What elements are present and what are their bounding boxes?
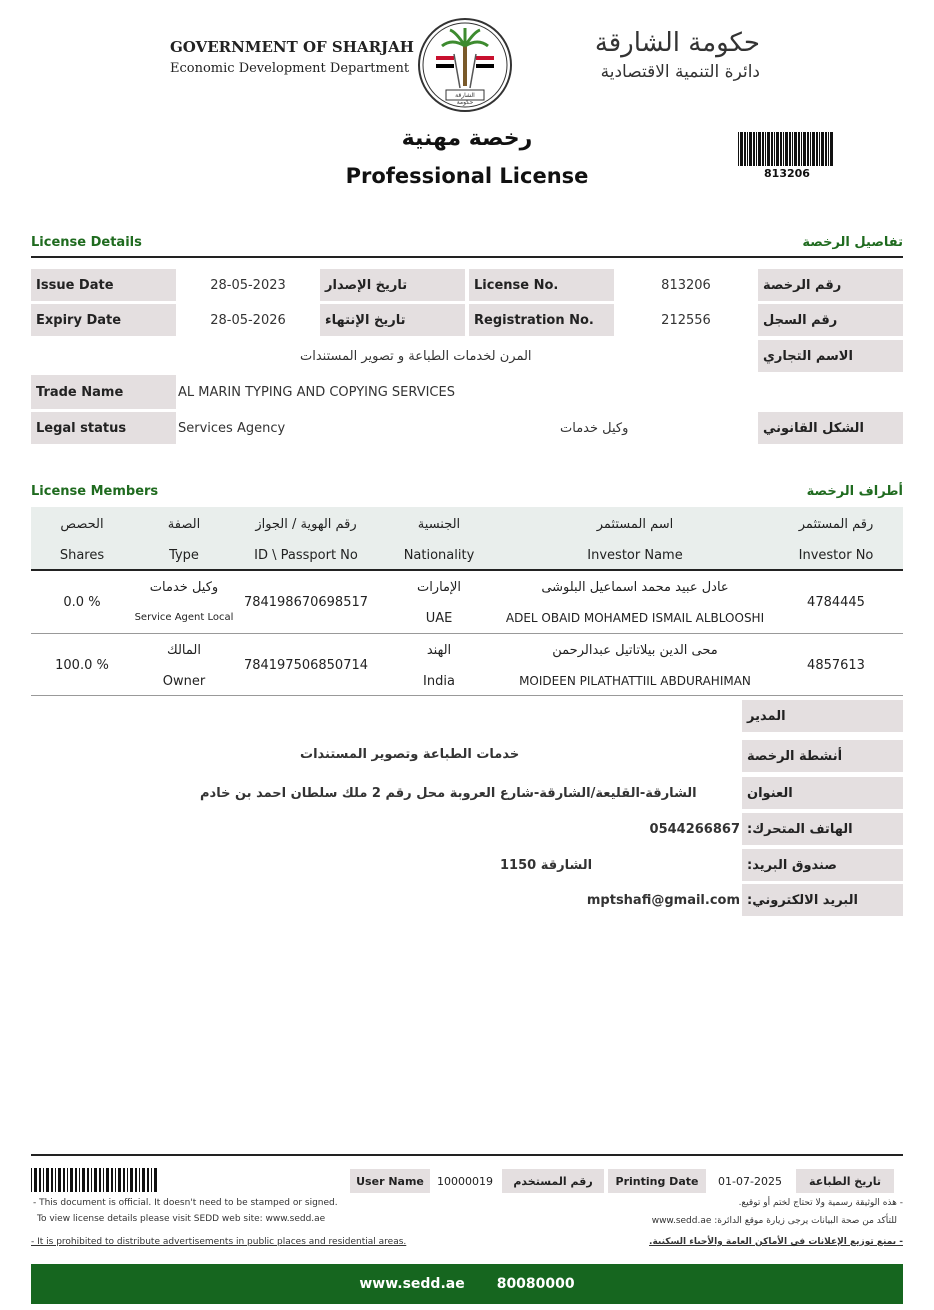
- legal-status-label: Legal status: [31, 412, 176, 444]
- mobile-value: 0544266867: [649, 821, 740, 837]
- trade-name-ar-value: المرن لخدمات الطباعة و تصوير المستندات: [300, 348, 532, 364]
- table-row: [31, 634, 903, 696]
- trade-name-label-ar: الاسم التجاري: [758, 340, 903, 372]
- row-investor-no: 4784445: [807, 595, 865, 610]
- trade-name-value: AL MARIN TYPING AND COPYING SERVICES: [178, 384, 455, 400]
- activities-label: أنشطة الرخصة: [742, 740, 903, 772]
- row-type-ar: وكيل خدمات: [149, 580, 219, 595]
- row-nationality-ar: الإمارات: [416, 580, 462, 595]
- note-ads-en: - It is prohibited to distribute advertisements in public places and residential areas.: [31, 1237, 407, 1247]
- license-no-value: 813206: [661, 277, 711, 293]
- user-name-value: 10000019: [437, 1174, 493, 1188]
- note-website-ar: للتأكد من صحة البيانات يرجى زيارة موقع الدائرة: www.sedd.ae: [651, 1216, 897, 1226]
- col-type-en: Type: [169, 548, 199, 563]
- license-details-heading: License Details: [31, 235, 142, 250]
- row-investor-no: 4857613: [807, 658, 865, 673]
- address-value: الشارقة-القليعة/الشارقة-شارع العروبة محل رقم 2 ملك سلطان احمد بن خادم: [200, 785, 697, 801]
- row-shares: 100.0 %: [55, 658, 109, 673]
- dept-name-ar: دائرة التنمية الاقتصادية: [600, 62, 760, 82]
- expiry-date-value: 28-05-2026: [210, 312, 286, 328]
- trade-name-label: Trade Name: [31, 375, 176, 409]
- expiry-date-label: Expiry Date: [31, 304, 176, 336]
- dept-name-en: Economic Development Department: [170, 61, 410, 76]
- row-name-ar: محى الدين بيلاتاتيل عبدالرحمن: [552, 643, 718, 658]
- registration-no-label-ar: رقم السجل: [758, 304, 903, 336]
- email-label: البريد الالكتروني:: [742, 884, 903, 916]
- license-members-heading: License Members: [31, 484, 159, 499]
- legal-status-label-ar: الشكل القانوني: [758, 412, 903, 444]
- row-type-en: Owner: [162, 674, 206, 689]
- note-official-en: - This document is official. It doesn't need to be stamped or signed.: [33, 1198, 338, 1208]
- license-details-heading-ar: تفاصيل الرخصة: [802, 235, 903, 250]
- col-investor-name-en: Investor Name: [587, 548, 683, 563]
- email-value[interactable]: mptshafi@gmail.com: [586, 892, 740, 908]
- user-name-label-ar: رقم المستخدم: [502, 1169, 604, 1193]
- row-id: 784198670698517: [243, 595, 369, 610]
- address-label: العنوان: [742, 777, 903, 809]
- registration-no-label: Registration No.: [469, 304, 614, 336]
- table-row: [31, 571, 903, 633]
- printing-date-label-ar: تاريخ الطباعة: [796, 1169, 894, 1193]
- row-nationality-en: India: [423, 674, 455, 689]
- row-name-en: MOIDEEN PILATHATTIIL ABDURAHIMAN: [519, 674, 751, 688]
- pobox-value: الشارقة 1150: [500, 857, 593, 873]
- issue-date-value: 28-05-2023: [210, 277, 286, 293]
- expiry-date-label-ar: تاريخ الإنتهاء: [320, 304, 465, 336]
- activities-value: خدمات الطباعة وتصوير المستندات: [300, 746, 520, 762]
- row-name-en: ADEL OBAID MOHAMED ISMAIL ALBLOOSHI: [505, 611, 765, 625]
- gov-name-en: GOVERNMENT OF SHARJAH: [170, 38, 414, 56]
- row-type-ar: المالك: [167, 643, 201, 658]
- footer-band: [31, 1264, 903, 1304]
- gov-name-ar: حكومة الشارقة: [594, 28, 760, 58]
- license-barcode: [738, 132, 836, 166]
- col-investor-name-ar: اسم المستثمر: [596, 517, 674, 532]
- row-type-en: Service Agent Local: [134, 612, 234, 623]
- mobile-label: الهاتف المتحرك:: [742, 813, 903, 845]
- phone-number: 80080000: [496, 1276, 575, 1292]
- license-no-label-ar: رقم الرخصة: [758, 269, 903, 301]
- footer-barcode: [31, 1168, 159, 1192]
- row-shares: 0.0 %: [63, 595, 101, 610]
- legal-status-ar-value: وكيل خدمات: [560, 420, 629, 436]
- legal-status-value: Services Agency: [178, 420, 286, 436]
- license-no-label: License No.: [469, 269, 614, 301]
- manager-label: المدير: [742, 700, 903, 732]
- license-members-heading-ar: أطراف الرخصة: [806, 484, 903, 499]
- row-nationality-en: UAE: [425, 611, 453, 626]
- user-name-label: User Name: [350, 1169, 430, 1193]
- row-divider: [31, 695, 903, 696]
- sharjah-emblem-logo: [416, 16, 514, 114]
- website-link[interactable]: www.sedd.ae: [359, 1276, 465, 1292]
- col-investor-no-en: Investor No: [798, 548, 874, 563]
- license-title-ar: رخصة مهنية: [401, 126, 533, 151]
- issue-date-label-ar: تاريخ الإصدار: [320, 269, 465, 301]
- col-shares-en: Shares: [59, 548, 105, 563]
- note-ads-ar: - يمنع توزيع الإعلانات في الأماكن العامة والأحياء السكنية.: [649, 1237, 903, 1247]
- col-type-ar: الصفة: [167, 517, 201, 532]
- license-title-en: Professional License: [345, 164, 589, 188]
- row-nationality-ar: الهند: [426, 643, 452, 658]
- row-name-ar: عادل عبيد محمد اسماعيل البلوشى: [541, 580, 729, 595]
- emblem-ribbon-text: الشارقة حكومة: [455, 92, 475, 106]
- col-id-ar: رقم الهوية / الجواز: [255, 517, 357, 532]
- col-nationality-ar: الجنسية: [417, 517, 461, 532]
- registration-no-value: 212556: [661, 312, 711, 328]
- printing-date-value: 01-07-2025: [718, 1174, 782, 1188]
- col-nationality-en: Nationality: [403, 548, 475, 563]
- row-id: 784197506850714: [243, 658, 369, 673]
- printing-date-label: Printing Date: [608, 1169, 706, 1193]
- details-divider: [31, 256, 903, 258]
- footer-divider: [31, 1154, 903, 1156]
- note-website-en: To view license details please visit SEDD web site: www.sedd.ae: [37, 1214, 326, 1224]
- col-shares-ar: الحصص: [60, 517, 104, 532]
- col-investor-no-ar: رقم المستثمر: [798, 517, 874, 532]
- note-official-ar: - هذه الوثيقة رسمية ولا تحتاج لختم أو توقيع.: [738, 1198, 903, 1208]
- issue-date-label: Issue Date: [31, 269, 176, 301]
- barcode-number: 813206: [764, 167, 810, 180]
- pobox-label: صندوق البريد:: [742, 849, 903, 881]
- col-id-en: ID \ Passport No: [254, 548, 358, 563]
